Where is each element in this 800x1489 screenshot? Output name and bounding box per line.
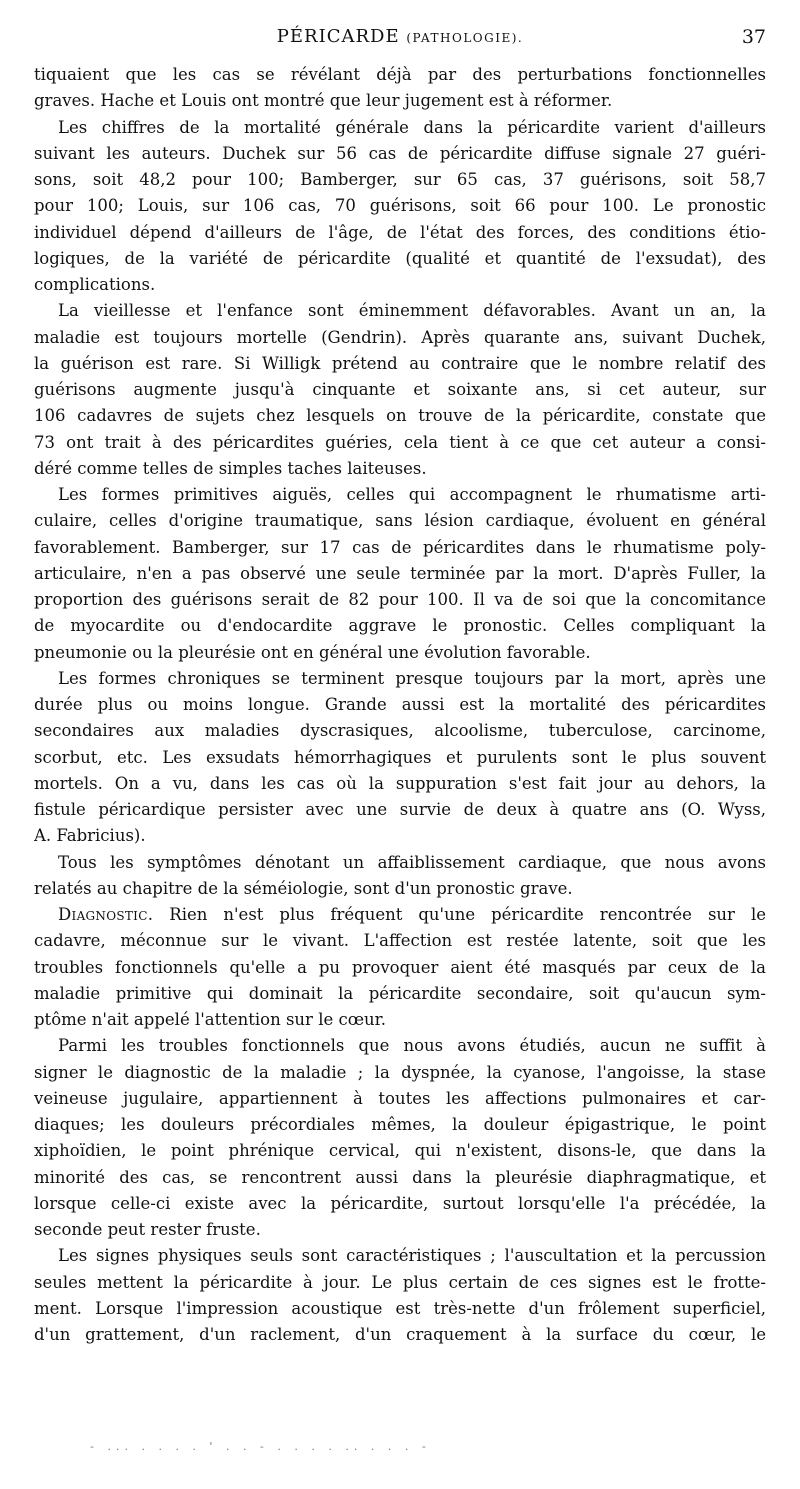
text-line: fistule péricardique persister avec une survie de deux à quatre ans (O. Wyss,	[34, 800, 766, 819]
text-line: suivant les auteurs. Duchek sur 56 cas de péricardite diffuse signale 27 guéri-	[34, 143, 766, 163]
running-subtitle: (PATHOLOGIE).	[406, 31, 524, 45]
text-line: Les formes chroniques se terminent presque toujours par la mort, après une	[58, 668, 766, 688]
text-line: déré comme telles de simples taches laiteuses.	[34, 458, 427, 478]
text-line: A. Fabricius).	[34, 826, 146, 846]
text-line: lorsque celle-ci existe avec la péricardite, surtout lorsqu'elle l'a précédée, la	[34, 1193, 766, 1213]
text-line: relatés au chapitre de la séméiologie, sont d'un pronostic grave.	[34, 878, 573, 898]
text-line: graves. Hache et Louis ont montré que leur jugement est à réformer.	[34, 91, 613, 111]
text-line: maladie primitive qui dominait la péricardite secondaire, soit qu'aucun sym-	[34, 983, 766, 1003]
text-line: guérisons augmente jusqu'à cinquante et soixante ans, si cet auteur, sur	[34, 380, 766, 399]
text-line: Tous les symptômes dénotant un affaiblissement cardiaque, que nous avons	[58, 852, 766, 872]
text-line: favorablement. Bamberger, sur 17 cas de péricardites dans le rhumatisme poly-	[34, 537, 766, 557]
text-line: proportion des guérisons serait de 82 pour 100. Il va de soi que la concomitance	[34, 590, 766, 609]
text-line: culaire, celles d'origine traumatique, sans lésion cardiaque, évoluent en général	[34, 511, 766, 531]
text-line: Parmi les troubles fonctionnels que nous avons étudiés, aucun ne suffit à	[58, 1036, 766, 1056]
text-line: signer le diagnostic de la maladie ; la dyspnée, la cyanose, l'angoisse, la stase	[34, 1062, 766, 1082]
text-line: Les chiffres de la mortalité générale dans la péricardite varient d'ailleurs	[58, 117, 766, 137]
text-line: seules mettent la péricardite à jour. Le plus certain de ces signes est le frotte-	[34, 1272, 766, 1292]
text-line: secondaires aux maladies dyscrasiques, alcoolisme, tuberculose, carcinome,	[34, 721, 766, 741]
text-line: diaques; les douleurs précordiales mêmes, la douleur épigastrique, le point	[34, 1115, 766, 1134]
text-line: 106 cadavres de sujets chez lesquels on trouve de la péricardite, constate que	[34, 406, 766, 426]
diagnostic-heading: Diagnostic.	[58, 905, 154, 924]
text-line: ptôme n'ait appelé l'attention sur le cœur.	[34, 1010, 386, 1029]
text-line: seconde peut rester fruste.	[34, 1220, 261, 1239]
text-line: d'un grattement, d'un raclement, d'un craquement à la surface du cœur, le	[34, 1325, 766, 1344]
body-text	[34, 62, 766, 1348]
page-number: 37	[741, 26, 766, 48]
text-line: Les formes primitives aiguës, celles qui accompagnent le rhumatisme arti-	[58, 485, 766, 504]
text-line: ment. Lorsque l'impression acoustique est très-nette d'un frôlement superficiel,	[34, 1298, 766, 1318]
text-line: Les signes physiques seuls sont caractéristiques ; l'auscultation et la percussion	[58, 1246, 766, 1266]
text-line: 73 ont trait à des péricardites guéries, cela tient à ce que cet auteur a consi-	[34, 432, 766, 452]
text-line: cadavre, méconnue sur le vivant. L'affection est restée latente, soit que les	[34, 931, 766, 951]
text-line: complications.	[34, 275, 156, 294]
text-line-rest: Rien n'est plus fréquent qu'une péricardite rencontrée sur le	[169, 905, 766, 924]
text-line: maladie est toujours mortelle (Gendrin). Après quarante ans, suivant Duchek,	[34, 327, 766, 347]
text-line: durée plus ou moins longue. Grande aussi est la mortalité des péricardites	[34, 695, 766, 714]
text-line: sons, soit 48,2 pour 100; Bamberger, sur 65 cas, 37 guérisons, soit 58,7	[34, 170, 766, 189]
text-line: de myocardite ou d'endocardite aggrave le pronostic. Celles compliquant la	[34, 616, 766, 636]
text-line: scorbut, etc. Les exsudats hémorrhagiques et purulents sont le plus souvent	[34, 747, 766, 767]
text-line: minorité des cas, se rencontrent aussi dans la pleurésie diaphragmatique, et	[34, 1167, 766, 1187]
text-line: la guérison est rare. Si Willigk prétend au contraire que le nombre relatif des	[34, 353, 766, 373]
running-title-text: PÉRICARDE	[276, 26, 400, 47]
text-line: pneumonie ou la pleurésie ont en général une évolution favorable.	[34, 642, 591, 662]
text-line: logiques, de la variété de péricardite (qualité et quantité de l'exsudat), des	[34, 248, 766, 268]
text-line: troubles fonctionnels qu'elle a pu provoquer aient été masqués par ceux de la	[34, 957, 766, 977]
text-line: xiphoïdien, le point phrénique cervical, qui n'existent, disons-le, que dans la	[34, 1141, 766, 1161]
text-line: articulaire, n'en a pas observé une seule terminée par la mort. D'après Fuller, la	[34, 563, 766, 583]
text-line: veineuse jugulaire, appartiennent à toutes les affections pulmonaires et car-	[34, 1088, 766, 1108]
text-line: mortels. On a vu, dans les cas où la suppuration s'est fait jour au dehors, la	[34, 773, 766, 793]
text-line: tiquaient que les cas se révélant déjà par des perturbations fonctionnelles	[34, 65, 766, 84]
running-head	[34, 26, 766, 54]
text-line: pour 100; Louis, sur 106 cas, 70 guérisons, soit 66 pour 100. Le pronostic	[34, 196, 766, 216]
text-line: La vieillesse et l'enfance sont éminemment défavorables. Avant un an, la	[58, 301, 766, 321]
running-title	[34, 26, 766, 47]
scan-artifact-marks: - ... . . . . ' . . - . . . . .. . . . -	[90, 1440, 431, 1453]
diagnostic-paragraph-first-line	[34, 902, 766, 928]
text-line: individuel dépend d'ailleurs de l'âge, de l'état des forces, des conditions étio-	[34, 222, 766, 242]
